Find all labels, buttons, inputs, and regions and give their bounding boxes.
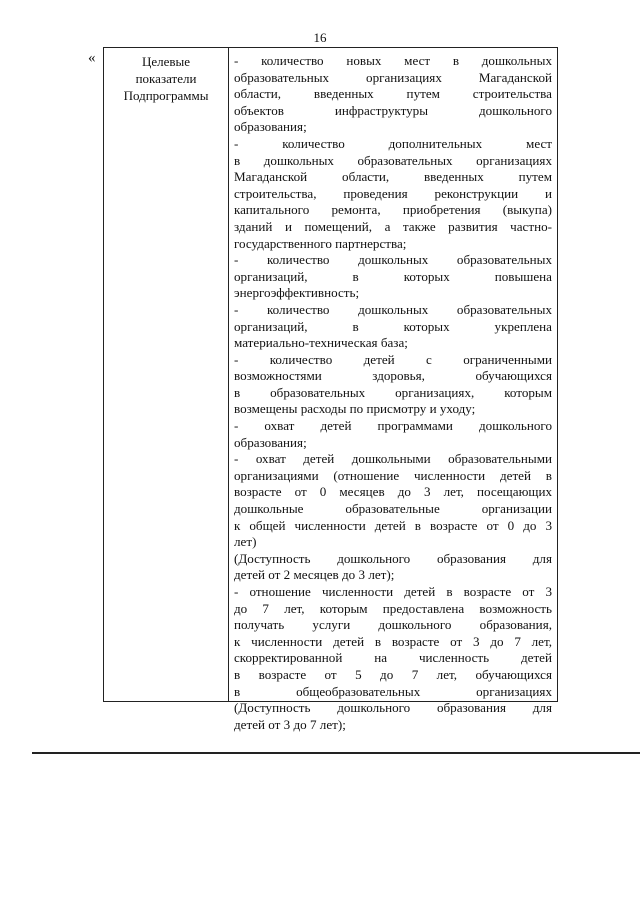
page-number: 16 <box>313 30 327 45</box>
indicator-text-line: возможностями здоровья, обучающихся <box>234 368 552 384</box>
indicator-text-line: объектов инфраструктуры дошкольного <box>234 102 552 118</box>
indicator-text-line: детей от 2 месяцев до 3 лет); <box>234 567 395 583</box>
indicator-text-line: к численности детей в возрасте от 3 до 7 лет, <box>234 633 552 649</box>
indicator-text-line: в образовательных организациях, которым <box>234 384 552 400</box>
indicator-text-line: строительства, проведения реконструкции и <box>234 185 552 201</box>
column-divider <box>228 48 229 701</box>
indicator-text-line: Магаданской области, введенных путем <box>234 169 552 185</box>
indicator-text-line: образования; <box>234 434 307 450</box>
heading-line: Целевые <box>141 54 191 69</box>
indicator-text-line: получать услуги дошкольного образования, <box>234 617 552 633</box>
indicator-text-line: до 7 лет, которым предоставлена возможность <box>234 600 552 616</box>
indicator-text-line: возрасте от 0 месяцев до 3 лет, посещающих <box>234 484 552 500</box>
indicator-text-line: - охват детей программами дошкольного <box>234 418 552 434</box>
indicator-text-line: - количество дошкольных образовательных <box>234 252 552 268</box>
opening-quote-mark: « <box>88 50 96 66</box>
page-footer-rule <box>32 752 640 754</box>
indicator-text-line: энергоэффективность; <box>234 285 360 301</box>
indicator-text-line: - количество новых мест в дошкольных <box>234 53 552 68</box>
indicator-text-line: в дошкольных образовательных организациях <box>234 152 552 168</box>
indicator-text-line: организациями (отношение численности детей в <box>234 467 552 483</box>
indicator-text-line: организаций, в которых укреплена <box>234 318 552 334</box>
heading-line: показатели <box>135 71 197 86</box>
indicator-text-line: детей от 3 до 7 лет); <box>234 716 346 732</box>
indicator-text-line: (Доступность дошкольного образования для <box>234 700 552 716</box>
indicator-text-line: образовательных организациях Магаданской <box>234 69 552 85</box>
indicator-text-line: капитального ремонта, приобретения (выкупа) <box>234 202 552 218</box>
heading-line: Подпрограммы <box>123 88 209 103</box>
indicator-text-line: государственного партнерства; <box>234 235 407 251</box>
indicator-text-line: дошкольные образовательные организации <box>234 501 552 517</box>
indicator-text-line: образования; <box>234 119 307 135</box>
indicator-text-line: материально-техническая база; <box>234 335 408 351</box>
indicators-table <box>103 47 558 732</box>
indicator-text-line: лет) <box>234 534 257 550</box>
indicator-text-line: к общей численности детей в возрасте от 0 до 3 <box>234 517 552 533</box>
indicator-text-line: скорректированной на численность детей <box>234 650 552 666</box>
indicator-text-line: - охват детей дошкольными образовательными <box>234 451 552 467</box>
indicator-text-line: в общеобразовательных организациях <box>234 683 552 699</box>
indicator-text-line: - отношение численности детей в возрасте от 3 <box>234 584 552 599</box>
indicator-text-line: области, введенных путем строительства <box>234 86 552 102</box>
indicators-heading-cell <box>104 53 228 104</box>
indicator-text-line: зданий и помещений, а также развития частно- <box>234 218 552 234</box>
indicator-text-line: в возрасте от 5 до 7 лет, обучающихся <box>234 666 552 682</box>
indicator-text-line: возмещены расходы по присмотру и уходу; <box>234 401 476 417</box>
indicators-list-cell <box>234 53 552 733</box>
indicator-text-line: - количество дошкольных образовательных <box>234 301 552 317</box>
indicator-text-line: (Доступность дошкольного образования для <box>234 550 552 566</box>
indicator-text-line: - количество детей с ограниченными <box>234 351 552 367</box>
indicator-text-line: организаций, в которых повышена <box>234 268 552 284</box>
indicator-text-line: - количество дополнительных мест <box>234 135 552 151</box>
